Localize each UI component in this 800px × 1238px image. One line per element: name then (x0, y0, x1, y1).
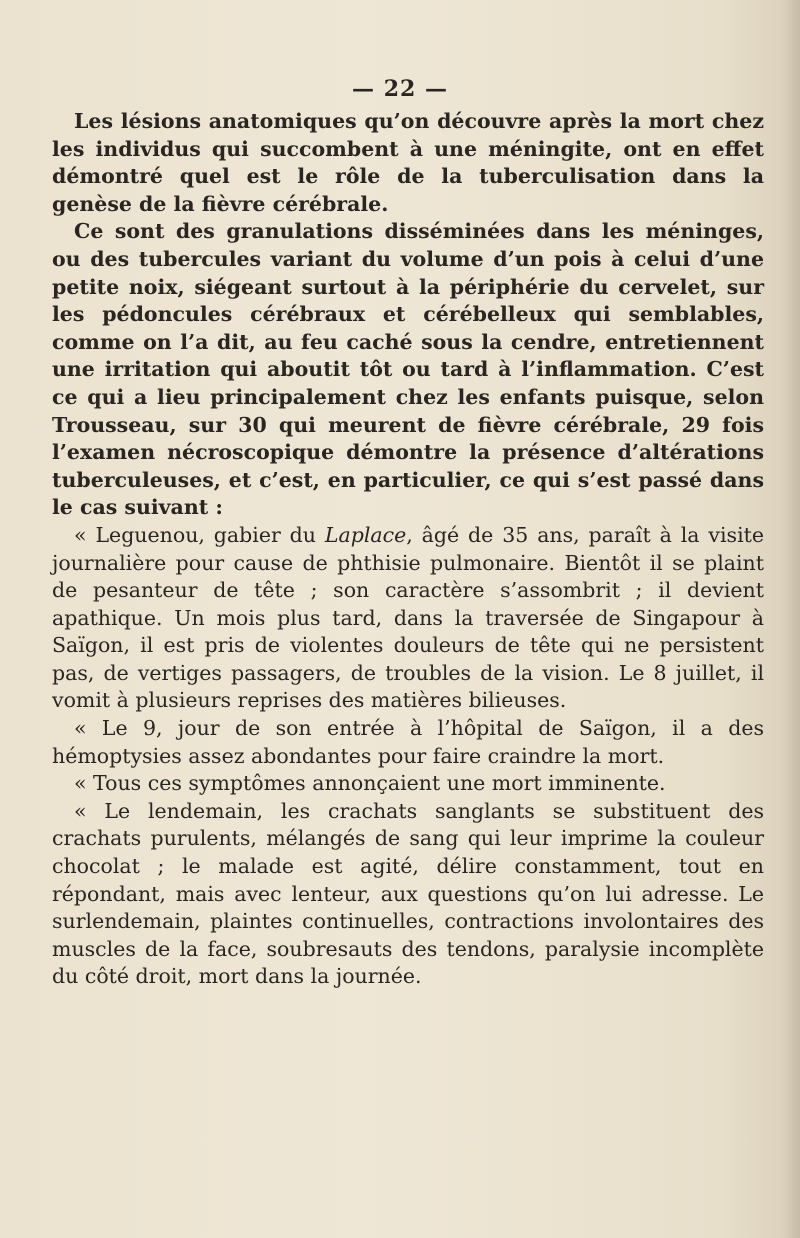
page-edge-shadow (782, 0, 800, 1238)
paragraph-1: Les lésions anatomiques qu’on découvre après la mort chez les individus qui succombent à une méningite, ont en effet démontré quel est le rôle de la tuberculisation dans la genèse de la fièvre cérébrale. (52, 109, 764, 216)
quote-paragraph-4: « Le lendemain, les crachats sanglants se substituent des crachats purulents, mélangés de sang qui leur imprime la couleur chocolat ; le malade est agité, délire constamment, tout en répondant, mais avec lenteur, aux questions qu’on lui adresse. Le surlendemain, plaintes continuelles, contractions involontaires des muscles de la face, soubresauts des tendons, paralysie incomplète du côté droit, mort dans la journée. (52, 798, 764, 989)
paragraph-2: Ce sont des granulations disséminées dans les méninges, ou des tubercules variant du volume d’un pois à celui d’une petite noix, siégeant surtout à la périphérie du cervelet, sur les pédoncules cérébraux et cérébelleux qui semblables, comme on l’a dit, au feu caché sous la cendre, entretiennent une irritation qui aboutit tôt ou tard à l’inflammation. C’est ce qui a lieu principalement chez les enfants puisque, selon Trousseau, sur 30 qui meurent de fièvre cérébrale, 29 fois l’examen nécroscopique démontre la présence d’altérations tuberculeuses, et c’est, en particulier, ce qui s’est passé dans le cas suivant : (52, 219, 764, 520)
ship-name: Laplace (324, 522, 407, 547)
quote-text-after: , âgé de 35 ans, paraît à la visite journalière pour cause de phthisie pulmonaire. Bientôt il se plaint de pesanteur de tête ; son caractère s’assombrit ; il devient apathique. Un mois plus tard, dans la traversée de Singapour à Saïgon, il est pris de violentes douleurs de tête qui ne persistent pas, de vertiges passagers, de troubles de la vision. Le 8 juillet, il vomit à plusieurs reprises des matières bilieuses. (52, 522, 765, 713)
quote-paragraph-3: « Tous ces symptômes annonçaient une mort imminente. (74, 771, 666, 796)
body-text (52, 108, 764, 991)
page-number: — 22 — (352, 76, 448, 102)
quote-text-before: « Leguenou, gabier du (74, 522, 325, 547)
quote-paragraph-2: « Le 9, jour de son entrée à l’hôpital de Saïgon, il a des hémoptysies assez abondantes pour faire craindre la mort. (52, 716, 764, 768)
quote-paragraph-1 (52, 522, 764, 715)
